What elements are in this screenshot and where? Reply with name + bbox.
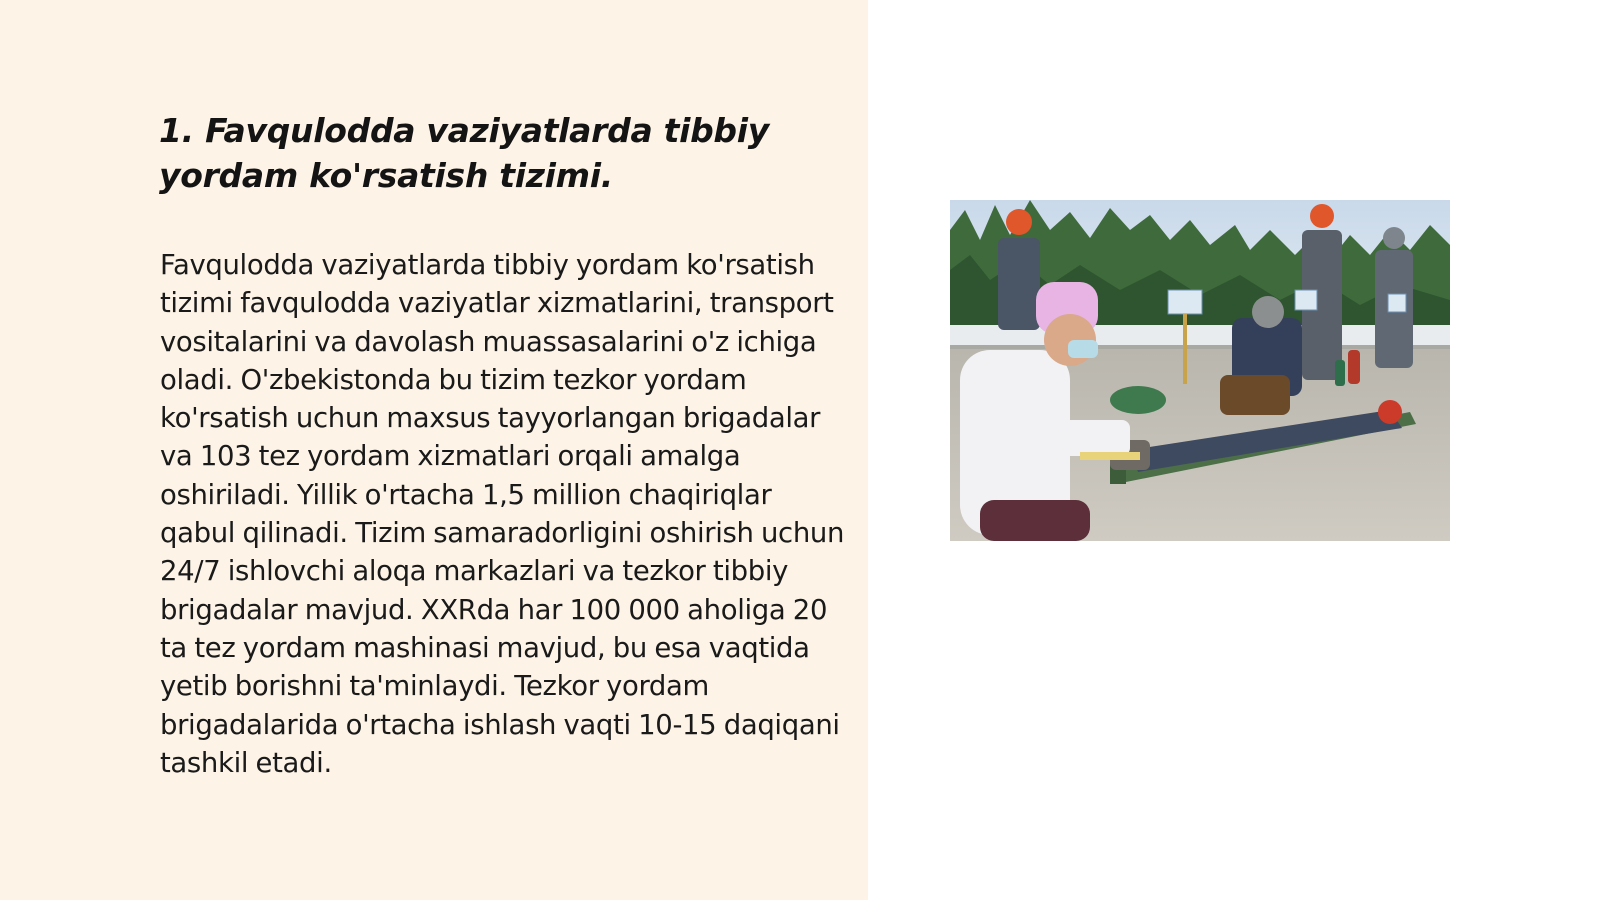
slide-title: 1. Favqulodda vaziyatlarda tibbiy yordam ko'rsatish tizimi. — [159, 111, 769, 195]
emergency-drill-photo — [950, 200, 1450, 541]
slide-body-text: Favqulodda vaziyatlarda tibbiy yordam ko'rsatish tizimi favqulodda vaziyatlar xizmatlarini, transport vositalarini va davolash muassasalarini o'z ichiga oladi. O'zbekistonda bu tizim tezkor yordam ko'rsatish uchun maxsus tayyorlangan brigadalar va 103 tez yordam xizmatlari orqali amalga oshiriladi. Yillik o'rtacha 1,5 million chaqiriqlar qabul qilinadi. Tizim samaradorligini oshirish uchun 24/7 ishlovchi aloqa markazlari va tezkor tibbiy brigadalar mavjud. XXRda har 100 000 aholiga 20 ta tez yordam mashinasi mavjud, bu esa vaqtida yetib borishni ta'minlaydi. Tezkor yordam brigadalarida o'rtacha ishlash vaqti 10-15 daqiqani tashkil etadi. — [160, 249, 845, 779]
